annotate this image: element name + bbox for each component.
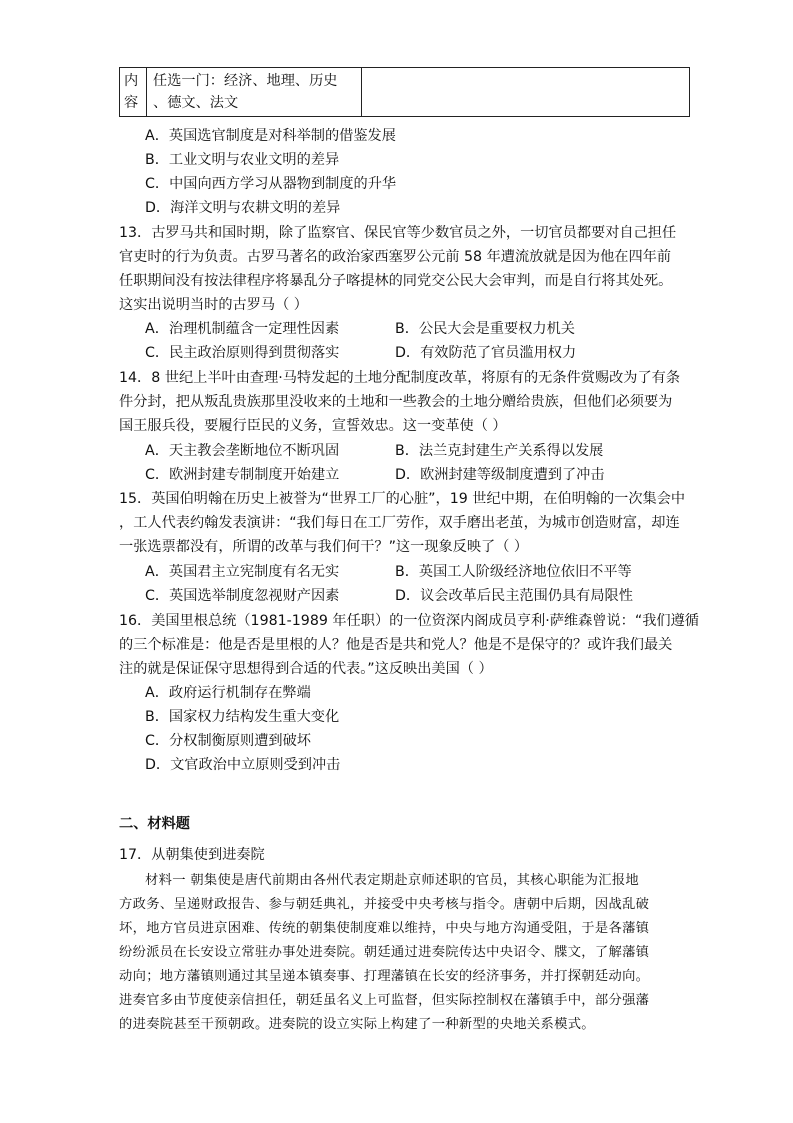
cell-line: 内 [124, 73, 139, 89]
q16-stem-line: 的三个标准是：他是否是里根的人？他是否是共和党人？他是不是保守的？或许我们最关 [119, 637, 673, 653]
q13-option-a: A．治理机制蕴含一定理性因素 [145, 321, 340, 337]
q15-option-d: D．议会改革后民主范围仍具有局限性 [395, 588, 633, 604]
q12-option-b: B．工业文明与农业文明的差异 [145, 152, 340, 168]
q14-option-d: D．欧洲封建等级制度遭到了冲击 [395, 467, 605, 483]
material-line: 的进奏院甚至干预朝政。进奏院的设立实际上构建了一种新型的央地关系模式。 [119, 1017, 595, 1032]
q12-option-d: D．海洋文明与农耕文明的差异 [145, 200, 341, 216]
table-cell-content [147, 68, 362, 117]
material-line: 方政务、呈递财政报告、参与朝廷典礼，并接受中央考核与指令。唐朝中后期，因战乱破 [119, 897, 650, 912]
material-line: 坏，地方官员进京困难、传统的朝集使制度难以维持，中央与地方沟通受阻，于是各藩镇 [119, 921, 650, 936]
material-line: 材料一 朝集使是唐代前期由各州代表定期赴京师述职的官员，其核心职能为汇报地 [145, 873, 640, 888]
q16-option-b: B．国家权力结构发生重大变化 [145, 709, 340, 725]
material-line: 进奏官多由节度使亲信担任，朝廷虽名义上可监督，但实际控制权在藩镇手中，部分强藩 [119, 993, 650, 1008]
table-row [120, 68, 690, 117]
table-cell-empty [362, 68, 690, 117]
q13-option-d: D．有效防范了官员滥用权力 [395, 345, 577, 361]
q12-option-a: A．英国选官制度是对科举制的借鉴发展 [145, 128, 396, 144]
q13-stem-line: 任职期间没有按法律程序将暴乱分子喀提林的同党交公民大会审判，而是自行将其处死。 [119, 273, 673, 289]
q16-stem-line: 注的就是保证保守思想得到合适的代表。”这反映出美国（ ） [119, 661, 493, 677]
q13-stem-line: 这实出说明当时的古罗马（ ） [119, 297, 308, 313]
q13-stem-line: 官吏时的行为负责。古罗马著名的政治家西塞罗公元前 58 年遭流放就是因为他在四年前 [119, 249, 672, 265]
q13-option-c: C．民主政治原则得到贯彻落实 [145, 345, 340, 361]
q15-stem-line: 15．英国伯明翰在历史上被誉为“世界工厂的心脏”，19 世纪中期，在伯明翰的一次集会中 [119, 491, 686, 507]
q12-option-c: C．中国向西方学习从器物到制度的升华 [145, 176, 397, 192]
table-cell-label [120, 68, 147, 117]
q15-option-c: C．英国选举制度忽视财产因素 [145, 588, 340, 604]
q15-stem-line: ，工人代表约翰发表演讲：“我们每日在工厂劳作，双手磨出老茧，为城市创造财富，却连 [119, 515, 680, 531]
cell-line: 、德文、法文 [153, 95, 239, 111]
q14-option-b: B．法兰克封建生产关系得以发展 [395, 443, 604, 459]
q16-option-d: D．文官政治中立原则受到冲击 [145, 757, 341, 773]
q13-stem-line: 13．古罗马共和国时期，除了监察官、保民官等少数官员之外，一切官员都要对自己担任 [119, 225, 677, 241]
q16-stem-line: 16．美国里根总统（1981-1989 年任职）的一位资深内阁成员亨利·萨维森曾说：“我们遵循 [119, 613, 699, 629]
q15-option-b: B．英国工人阶级经济地位依旧不平等 [395, 564, 632, 580]
q14-option-a: A．天主教会垄断地位不断巩固 [145, 443, 340, 459]
q14-stem-line: 14．8 世纪上半叶由查理·马特发起的土地分配制度改革，将原有的无条件赏赐改为了有条 [119, 370, 681, 386]
q15-stem-line: 一张选票都没有，所谓的改革与我们何干？”这一现象反映了（ ） [119, 539, 529, 555]
material-line: 纷纷派员在长安设立常驻办事处进奏院。朝廷通过进奏院传达中央诏令、牒文，了解藩镇 [119, 945, 650, 960]
subject-table [119, 67, 690, 117]
q14-stem-line: 件分封，把从叛乱贵族那里没收来的土地和一些教会的土地分赠给贵族，但他们必须要为 [119, 394, 673, 410]
q16-option-a: A．政府运行机制存在弊端 [145, 685, 311, 701]
cell-line: 任选一门：经济、地理、历史 [153, 73, 338, 89]
q13-option-b: B．公民大会是重要权力机关 [395, 321, 575, 337]
q14-stem-line: 国王服兵役，要履行臣民的义务，宣誓效忠。这一变革使（ ） [119, 418, 507, 434]
q15-option-a: A．英国君主立宪制度有名无实 [145, 564, 340, 580]
q16-option-c: C．分权制衡原则遭到破坏 [145, 733, 311, 749]
q17-title: 17．从朝集使到进奏院 [119, 847, 265, 863]
q14-option-c: C．欧洲封建专制制度开始建立 [145, 467, 340, 483]
section-heading: 二、材料题 [119, 816, 190, 832]
material-line: 动向；地方藩镇则通过其呈递本镇奏事、打理藩镇在长安的经济事务，并打探朝廷动向。 [119, 969, 650, 984]
cell-line: 容 [124, 95, 139, 111]
